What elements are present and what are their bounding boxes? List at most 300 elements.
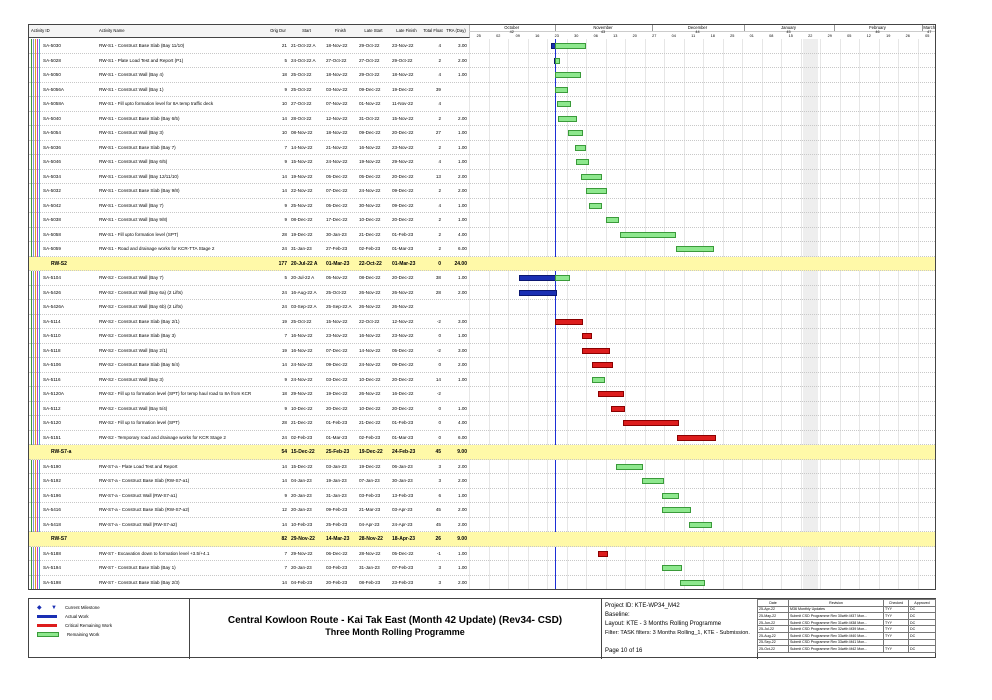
activity-name: RW-S7-a - Plate Load Test and Report	[99, 463, 178, 469]
late-finish: 01-Mar-23	[392, 434, 414, 440]
table-row[interactable]	[29, 112, 936, 127]
critical-bar[interactable]	[555, 319, 584, 325]
activity-name: RW-S2 - Fill up to formation level (SPT) for temp haul road to 8A from KCR	[99, 391, 252, 396]
tra-days: 2.00	[458, 478, 467, 483]
table-row[interactable]	[29, 358, 936, 373]
header-start[interactable]: Start	[289, 25, 325, 38]
revision-text: Submit CSD Programme Rev 32with M39 Mon...	[789, 626, 884, 633]
start-date: 10-Feb-23	[291, 521, 313, 527]
report-subtitle: Three Month Rolling Programme	[325, 627, 465, 637]
critical-swatch	[37, 624, 57, 627]
total-float: 4	[438, 159, 441, 164]
orig-dur: 28	[281, 231, 287, 237]
start-date: 29-Nov-22	[291, 550, 313, 556]
table-row[interactable]	[29, 373, 936, 388]
activity-name: RW-S7 - Construct Base Slab (Bay 1)	[99, 565, 176, 570]
total-float: 3	[438, 579, 441, 585]
late-start: 01-Nov-22	[359, 101, 381, 106]
total-float: -2	[436, 347, 441, 353]
finish-date: 05-Dec-22	[326, 202, 348, 208]
activity-id: SA-5030	[43, 43, 61, 48]
revision-header-date: Date	[758, 600, 789, 607]
remaining-bar[interactable]	[557, 101, 571, 107]
header-activity-id[interactable]: Activity ID	[29, 25, 100, 38]
late-finish: 07-Feb-23	[392, 565, 414, 570]
late-start: 19-Dec-22	[359, 449, 383, 455]
late-start: 07-Jan-23	[359, 478, 380, 483]
remaining-bar[interactable]	[642, 478, 663, 484]
activity-name: RW-S7-a - Construct Wall (RW-S7-a2)	[99, 521, 178, 527]
tra-days: 3.00	[458, 43, 467, 48]
activity-name: RW-S1 - Construct Wall (Bay 6/5)	[99, 159, 168, 164]
remaining-bar[interactable]	[581, 174, 602, 180]
late-start: 08-Feb-23	[359, 579, 381, 585]
finish-date: 18-Nov-22	[326, 43, 348, 48]
wbs-summary-row[interactable]	[29, 532, 936, 547]
table-row[interactable]	[29, 242, 936, 257]
orig-dur: 177	[278, 260, 287, 267]
late-finish: 29-Nov-22	[392, 159, 414, 164]
start-date: 15-Dec-22	[291, 449, 315, 455]
table-row[interactable]	[29, 184, 936, 199]
tra-days: 2.00	[458, 362, 467, 367]
late-finish: 05-Dec-22	[392, 550, 414, 556]
activity-id: SA-5038	[43, 217, 61, 222]
start-date: 04-Jan-23	[291, 478, 312, 483]
legend-critical-label: Critical Remaining Work	[65, 623, 113, 628]
activity-id: SA-5104	[43, 275, 61, 280]
total-float: 13	[435, 173, 441, 179]
orig-dur: 9	[284, 405, 287, 411]
late-start: 21-Dec-22	[359, 231, 381, 237]
actual-work-bar[interactable]	[519, 290, 557, 296]
orig-dur: 14	[281, 478, 287, 483]
total-float: -2	[436, 391, 441, 396]
total-float: 4	[438, 43, 441, 48]
month-header: December	[652, 25, 745, 32]
week-tick: 15	[788, 34, 793, 38]
total-float: 3	[438, 463, 441, 469]
header-total-float[interactable]: Total Float	[423, 25, 444, 38]
critical-bar[interactable]	[677, 435, 716, 441]
week-tick: 25	[476, 34, 481, 38]
tra-days: 4.00	[458, 231, 467, 237]
table-row[interactable]	[29, 431, 936, 446]
start-date: 22-Nov-22	[291, 188, 313, 193]
start-date: 16-Nov-22	[291, 333, 313, 338]
activity-name: RW-S1 - Construct Wall (Bay 4)	[99, 72, 164, 77]
late-start: 10-Dec-22	[359, 217, 381, 222]
finish-date: 07-Dec-22	[326, 188, 348, 193]
orig-dur: 9	[284, 202, 287, 208]
late-finish: 24-Feb-23	[392, 449, 416, 455]
total-float: 38	[435, 275, 441, 280]
table-row[interactable]	[29, 286, 936, 301]
table-row[interactable]	[29, 576, 936, 591]
footer	[28, 598, 936, 658]
revision-checked: TYY	[884, 606, 909, 613]
tra-days: 2.00	[458, 463, 467, 469]
activity-name: RW-S2 - Construct Wall (Bay 7)	[99, 275, 164, 280]
remaining-bar[interactable]	[680, 580, 705, 586]
finish-date: 20-Feb-23	[326, 579, 348, 585]
table-row[interactable]	[29, 503, 936, 518]
tra-days: 1.00	[458, 275, 467, 280]
week-tick: 01	[749, 34, 754, 38]
activity-id: SA-5032	[43, 188, 61, 193]
activity-name: RW-S2 - Construct Base Slab (Bay 3)	[99, 333, 176, 338]
start-date: 08-Dec-22	[291, 217, 313, 222]
activity-id: SA-5058A	[43, 101, 64, 106]
activity-id: SA-5056A	[43, 86, 64, 92]
schedule-sheet	[28, 24, 936, 590]
table-row[interactable]	[29, 141, 936, 156]
finish-date: 01-Mar-23	[326, 260, 350, 267]
tra-days: 9.00	[457, 449, 467, 455]
tra-days	[443, 387, 467, 402]
finish-date: 07-Dec-22	[326, 347, 348, 353]
critical-bar[interactable]	[623, 420, 679, 426]
activity-name: RW-S1 - Plate Load Test and Report (P1)	[99, 57, 184, 63]
tra-days	[443, 83, 467, 98]
revision-approved: DC	[909, 619, 936, 626]
header-activity-name[interactable]: Activity Name	[97, 25, 270, 38]
table-row[interactable]	[29, 155, 936, 170]
week-tick: 27	[652, 34, 657, 38]
table-row[interactable]	[29, 315, 936, 330]
late-start: 24-Nov-22	[359, 362, 381, 367]
late-start: 26-Nov-22	[359, 304, 381, 309]
activity-id: SA-5059	[43, 246, 61, 251]
critical-bar[interactable]	[582, 333, 593, 339]
orig-dur: 18	[281, 391, 287, 396]
orig-dur: 9	[284, 492, 287, 498]
total-float: 2	[438, 144, 441, 150]
table-row[interactable]	[29, 474, 936, 489]
remaining-bar[interactable]	[576, 159, 589, 165]
activity-name: RW-S7 - Construct Base Slab (Bay 2/3)	[99, 579, 180, 585]
start-date: 29-Nov-22	[291, 536, 315, 542]
activity-name: RW-S1 - Construct Base Slab (Bay 6/5)	[99, 115, 180, 121]
start-date: 25-Oct-22	[291, 72, 312, 77]
table-row[interactable]	[29, 97, 936, 112]
title-block	[189, 599, 602, 659]
week-tick: 20	[632, 34, 637, 38]
table-row[interactable]	[29, 300, 936, 315]
total-float: 2	[438, 115, 441, 121]
actual-work-bar[interactable]	[519, 275, 556, 281]
start-date: 21-Dec-22	[291, 420, 313, 425]
remaining-bar[interactable]	[592, 377, 606, 383]
late-start: 26-Nov-22	[359, 289, 381, 295]
total-float: 27	[435, 130, 441, 135]
finish-date: 19-Dec-22	[326, 391, 348, 396]
table-row[interactable]	[29, 68, 936, 83]
late-finish: 26-Nov-22	[392, 289, 414, 295]
week-tick: 05	[847, 34, 852, 38]
revision-approved: DC	[909, 626, 936, 633]
remaining-bar[interactable]	[620, 232, 676, 238]
remaining-bar[interactable]	[606, 217, 620, 223]
revision-checked: TYY	[884, 646, 909, 653]
start-date: 02-Feb-23	[291, 434, 313, 440]
tra-days: 6.00	[458, 246, 467, 251]
remaining-bar[interactable]	[555, 43, 587, 49]
remaining-bar[interactable]	[662, 493, 679, 499]
late-finish: 20-Dec-22	[392, 173, 414, 179]
table-row[interactable]	[29, 489, 936, 504]
late-finish: 20-Dec-22	[392, 405, 414, 411]
orig-dur: 14	[281, 521, 287, 527]
orig-dur: 9	[284, 86, 287, 92]
total-float: 4	[438, 202, 441, 208]
tra-days: 2.00	[458, 115, 467, 121]
remaining-swatch	[37, 632, 59, 637]
remaining-bar[interactable]	[662, 507, 691, 513]
finish-date: 17-Dec-22	[326, 217, 348, 222]
finish-date: 03-Jan-23	[326, 463, 347, 469]
start-date: 27-Oct-22	[291, 101, 312, 106]
remaining-bar[interactable]	[555, 58, 561, 64]
activity-name: RW-S7-a - Construct Base Slab (RW-S7-a1)	[99, 478, 190, 483]
start-date: 15-Dec-22	[291, 463, 313, 469]
project-id: Project ID: KTE-WP34_M42	[605, 603, 680, 609]
month-header: January	[744, 25, 835, 32]
total-float: 45	[435, 449, 441, 455]
critical-bar[interactable]	[592, 362, 613, 368]
table-row[interactable]	[29, 170, 936, 185]
remaining-bar[interactable]	[555, 275, 571, 281]
late-start: 29-Oct-22	[359, 43, 380, 48]
total-float: 3	[438, 565, 441, 570]
activity-name: RW-S1 - Construct Base Slab (Bay 11/10)	[99, 43, 185, 48]
activity-name: RW-S2 - Fill up to formation level (SPT)	[99, 420, 180, 425]
table-row[interactable]	[29, 416, 936, 431]
table-row[interactable]	[29, 518, 936, 533]
table-row[interactable]	[29, 39, 936, 54]
activity-name: RW-S7-a - Construct Wall (RW-S7-a1)	[99, 492, 178, 498]
remaining-bar[interactable]	[568, 130, 583, 136]
remaining-bar[interactable]	[689, 522, 712, 528]
revision-checked	[884, 639, 909, 646]
remaining-bar[interactable]	[676, 246, 714, 252]
late-start: 16-Nov-22	[359, 144, 381, 150]
late-start: 31-Oct-22	[359, 115, 380, 121]
revision-date: 25-Jun-22	[758, 619, 789, 626]
remaining-bar[interactable]	[555, 72, 582, 78]
finish-date: 25-Sep-22 A	[326, 304, 352, 309]
activity-id: RW-S7-a	[51, 449, 72, 455]
project-info	[601, 599, 758, 659]
late-finish: 03-Apr-23	[392, 507, 413, 512]
table-row[interactable]	[29, 126, 936, 141]
table-row[interactable]	[29, 561, 936, 576]
orig-dur: 9	[284, 217, 287, 222]
orig-dur: 9	[284, 159, 287, 164]
start-date: 19-Dec-22	[291, 231, 313, 237]
week-tick: 22	[808, 34, 813, 38]
header-late-start[interactable]: Late Start	[357, 25, 391, 38]
late-finish: 01-Feb-23	[392, 231, 414, 237]
tra-days: 2.00	[458, 579, 467, 585]
total-float: 2	[438, 57, 441, 63]
orig-dur: 7	[284, 144, 287, 150]
finish-date: 19-Jan-23	[326, 478, 347, 483]
week-tick: 13	[613, 34, 618, 38]
week-tick: 04	[671, 34, 676, 38]
week-tick: 16	[535, 34, 540, 38]
revision-text: Submit CSD Programme Rev 31with M38 Mon...	[789, 619, 884, 626]
activity-name: RW-S2 - Construct Base Slab (Bay 2/1)	[99, 318, 180, 324]
header-finish[interactable]: Finish	[324, 25, 358, 38]
row-divider	[29, 589, 936, 590]
remaining-bar[interactable]	[555, 87, 568, 93]
critical-bar[interactable]	[611, 406, 626, 412]
activity-name: RW-S2 - Construct Wall (Bay 6b) (2 Lifts)	[99, 304, 183, 309]
late-start: 09-Dec-22	[359, 86, 381, 92]
table-row[interactable]	[29, 271, 936, 286]
late-finish: 30-Jan-23	[392, 478, 413, 483]
tra-days: 3.00	[458, 347, 467, 353]
header-tra[interactable]: TRA (Day)	[443, 25, 470, 38]
late-start: 02-Feb-23	[359, 434, 381, 440]
table-row[interactable]	[29, 83, 936, 98]
revision-checked: TYY	[884, 619, 909, 626]
revision-row	[758, 646, 936, 653]
late-finish: 24-Apr-23	[392, 521, 413, 527]
legend-critical	[37, 623, 112, 628]
table-row[interactable]	[29, 344, 936, 359]
activity-name: RW-S7 - Excavation down to formation level +3.5/+4.1	[99, 550, 210, 556]
table-row[interactable]	[29, 402, 936, 417]
activity-name: RW-S2 - Construct Wall (Bay 2/1)	[99, 347, 168, 353]
orig-dur: 19	[281, 318, 287, 324]
revision-header-revision: Revision	[789, 600, 884, 607]
activity-id: SA-5118	[43, 347, 61, 353]
wbs-summary-row[interactable]	[29, 257, 936, 272]
late-finish: 20-Dec-22	[392, 275, 414, 280]
remaining-bar[interactable]	[586, 188, 607, 194]
start-date: 08-Nov-22	[291, 130, 313, 135]
total-float: 14	[435, 376, 441, 382]
activity-id: SA-5054	[43, 130, 61, 135]
critical-bar[interactable]	[598, 551, 609, 557]
activity-id: SA-5151	[43, 434, 61, 440]
tra-days: 9.00	[457, 536, 467, 542]
late-finish: 01-Feb-23	[392, 420, 414, 425]
orig-dur: 10	[281, 101, 287, 106]
activity-name: RW-S2 - Temporary road and drainage works for KCR Stage 2	[99, 434, 226, 440]
legend-remaining-label: Remaining Work	[67, 632, 100, 637]
week-number: 44	[695, 30, 700, 34]
table-row[interactable]	[29, 54, 936, 69]
activity-name: RW-S7-a - Construct Base Slab (RW-S7-a2)	[99, 507, 190, 512]
late-finish: 06-Jan-23	[392, 463, 413, 469]
remaining-bar[interactable]	[662, 565, 682, 571]
finish-date: 05-Nov-22	[326, 275, 348, 280]
week-tick: 12	[866, 34, 871, 38]
critical-bar[interactable]	[598, 391, 625, 397]
remaining-bar[interactable]	[575, 145, 586, 151]
activity-name: RW-S1 - Construct Wall (Bay 3)	[99, 130, 164, 135]
activity-id: SA-5194	[43, 565, 61, 570]
tra-days: 1.00	[458, 550, 467, 556]
tra-days: 1.00	[458, 217, 467, 222]
revision-approved: DC	[909, 613, 936, 620]
activity-name: RW-S1 - Construct Wall (Bay 9/8)	[99, 217, 168, 222]
late-start: 28-Nov-22	[359, 536, 383, 542]
late-finish: 13-Feb-23	[392, 492, 414, 498]
legend-current-milestone-label: Current Milestone	[65, 605, 100, 610]
header-orig-dur[interactable]: Orig Dur	[267, 25, 290, 38]
orig-dur: 10	[281, 130, 287, 135]
revision-approved: DC	[909, 606, 936, 613]
revision-date: 25-Aug-22	[758, 632, 789, 639]
remaining-bar[interactable]	[616, 464, 643, 470]
finish-date: 23-Nov-22	[326, 333, 348, 338]
tra-days	[443, 97, 467, 112]
finish-date: 01-Mar-23	[326, 434, 348, 440]
total-float: 39	[435, 86, 441, 92]
total-float: 0	[438, 405, 441, 411]
activity-id: SA-5112	[43, 405, 61, 411]
week-tick: 25	[730, 34, 735, 38]
tra-days: 1.00	[458, 376, 467, 382]
orig-dur: 82	[281, 536, 287, 542]
late-finish: 11-Nov-22	[392, 101, 414, 106]
start-date: 20-Jul-22 A	[291, 275, 315, 280]
critical-bar[interactable]	[582, 348, 610, 354]
table-row[interactable]	[29, 213, 936, 228]
header-late-finish[interactable]: Late Finish	[390, 25, 424, 38]
orig-dur: 14	[281, 362, 287, 367]
activity-name: RW-S2 - Construct Wall (Bay 5/4)	[99, 405, 168, 411]
late-start: 22-Oct-22	[359, 260, 382, 267]
report-title: Central Kowloon Route - Kai Tak East (Month 42 Update) (Rev34- CSD)	[227, 615, 563, 626]
activity-name: RW-S1 - Fill upto formation level (SPT)	[99, 231, 179, 237]
week-tick: 09	[515, 34, 520, 38]
remaining-bar[interactable]	[558, 116, 577, 122]
total-float: 45	[435, 507, 441, 512]
start-date: 20-Jul-22 A	[291, 260, 318, 267]
activity-id: SA-5034	[43, 173, 61, 179]
orig-dur: 24	[281, 289, 287, 295]
tra-days: 3.00	[458, 318, 467, 324]
table-row[interactable]	[29, 547, 936, 562]
table-row[interactable]	[29, 228, 936, 243]
table-row[interactable]	[29, 329, 936, 344]
late-start: 26-Nov-22	[359, 391, 381, 396]
wbs-summary-row[interactable]	[29, 445, 936, 460]
total-float: 0	[438, 420, 441, 425]
activity-id: SA-5046	[43, 159, 61, 164]
remaining-bar[interactable]	[589, 203, 602, 209]
orig-dur: 28	[281, 420, 287, 425]
total-float: -2	[436, 318, 441, 324]
activity-id: SA-5188	[43, 550, 61, 556]
table-row[interactable]	[29, 199, 936, 214]
month-header: February	[834, 25, 923, 32]
table-row[interactable]	[29, 387, 936, 402]
revision-text: Submit CSD Programme Rev 33with M40 Mon...	[789, 632, 884, 639]
table-row[interactable]	[29, 460, 936, 475]
total-float: 4	[438, 72, 441, 77]
revision-checked: TYY	[884, 632, 909, 639]
legend-actual-work	[37, 614, 89, 619]
revision-checked: TYY	[884, 626, 909, 633]
activity-id: SA-5116	[43, 376, 61, 382]
late-finish: 19-Dec-22	[392, 86, 414, 92]
